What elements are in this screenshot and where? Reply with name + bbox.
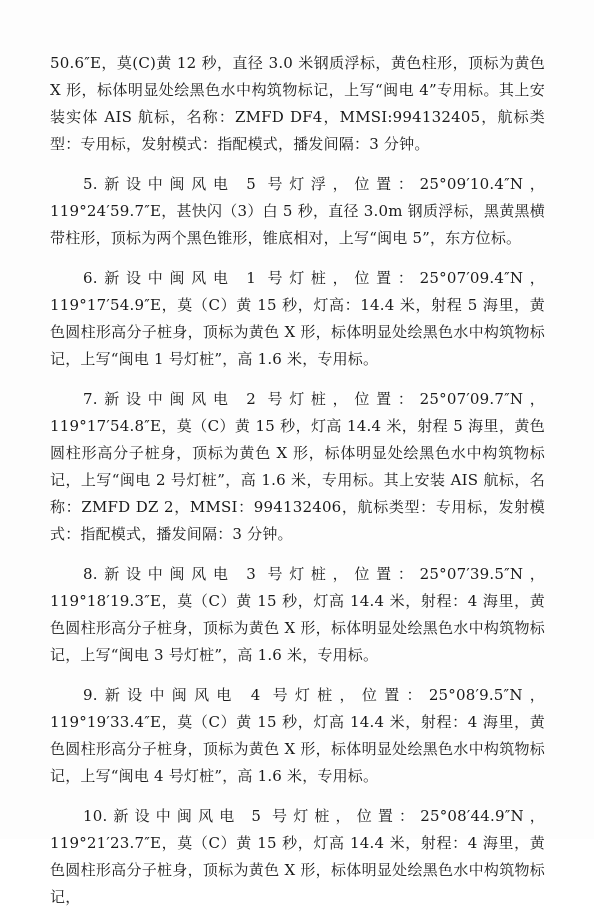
paragraph-item-10: 10.新设中闽风电 5 号灯桩，位置：25°08′44.9″N，119°21′23.7″E，莫（C）黄 15 秒，灯高 14.4 米，射程：4 海里，黄色圆柱形高分子桩身，顶标为黄色 X 形，标体明显处绘黑色水中构筑物标记，	[50, 807, 545, 906]
paragraph-item-6: 6.新设中闽风电 1 号灯桩，位置：25°07′09.4″N，119°17′54.9″E，莫（C）黄 15 秒，灯高：14.4 米，射程 5 海里，黄色圆柱形高分子桩身，顶标为黄色 X 形，标体明显处绘黑色水中构筑物标记，上写“闽电 1 号灯桩”，高 1.6 米，专用标。	[50, 269, 545, 368]
paragraph-item-7: 7.新设中闽风电 2 号灯桩，位置：25°07′09.7″N，119°17′54.8″E，莫（C）黄 15 秒，灯高 14.4 米，射程 5 海里，黄色圆柱形高分子桩身，顶标为黄色 X 形，标体明显处绘黑色水中构筑物标记，上写“闽电 2 号灯桩”，高 1.6 米，专用标。其上安装 AIS 航标，名称：ZMFD DZ 2，MMSI：994132406，航标类型：专用标，发射模式：指配模式，播发间隔：3 分钟。	[50, 390, 545, 543]
paragraph-item-9: 9.新设中闽风电 4 号灯桩，位置：25°08′9.5″N，119°19′33.4″E，莫（C）黄 15 秒，灯高 14.4 米，射程：4 海里，黄色圆柱形高分子桩身，顶标为黄色 X 形，标体明显处绘黑色水中构筑物标记，上写“闽电 4 号灯桩”，高 1.6 米，专用标。	[50, 686, 545, 785]
paragraph-item-5: 5.新设中闽风电 5 号灯浮，位置：25°09′10.4″N，119°24′59.7″E，甚快闪（3）白 5 秒，直径 3.0m 钢质浮标，黑黄黑横带柱形，顶标为两个黑色锥形，锥底相对，上写“闽电 5”，东方位标。	[50, 175, 545, 247]
document-body	[50, 50, 545, 924]
paragraph-continued: 50.6″E，莫(C)黄 12 秒，直径 3.0 米钢质浮标，黄色柱形，顶标为黄色 X 形，标体明显处绘黑色水中构筑物标记，上写“闽电 4”专用标。其上安装实体 AIS 航标，名称：ZMFD DF4，MMSI:994132405，航标类型：专用标，发射模式：指配模式，播发间隔：3 分钟。	[50, 54, 545, 153]
paragraph-item-8: 8.新设中闽风电 3 号灯桩，位置：25°07′39.5″N，119°18′19.3″E，莫（C）黄 15 秒，灯高 14.4 米，射程：4 海里，黄色圆柱形高分子桩身，顶标为黄色 X 形，标体明显处绘黑色水中构筑物标记，上写“闽电 3 号灯桩”，高 1.6 米，专用标。	[50, 565, 545, 664]
